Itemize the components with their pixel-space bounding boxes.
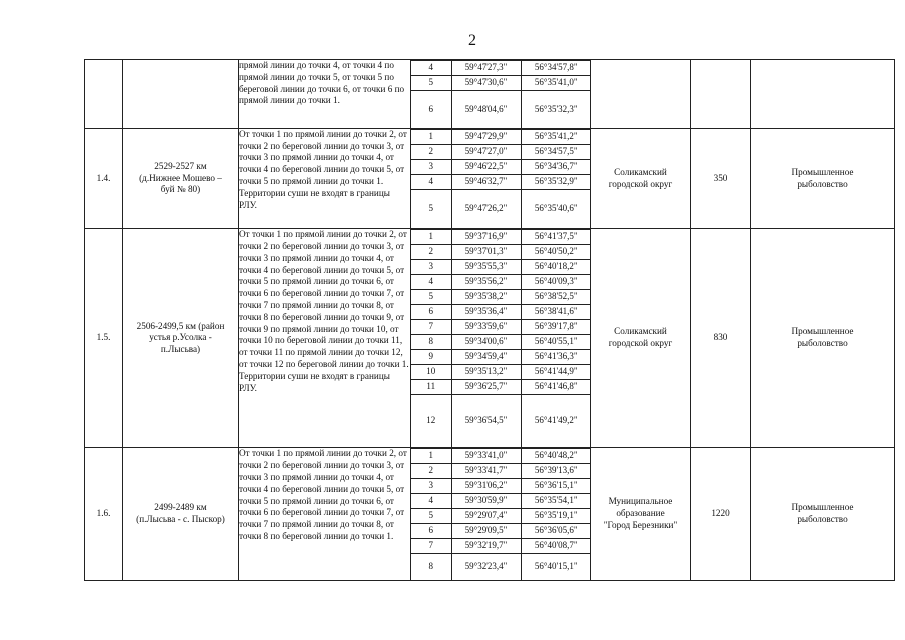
area-name: [123, 128, 239, 228]
latitude: 59°33'41,0": [451, 449, 521, 464]
coordinate-row: [411, 554, 591, 580]
usage-type-line: рыболовство: [797, 338, 848, 349]
coordinates-cell: [411, 128, 591, 228]
coordinates-table: [411, 129, 591, 228]
municipality-line: "Город Березники": [603, 519, 678, 530]
area-name-line: устья р.Усолка -: [149, 332, 212, 343]
latitude: 59°34'00,6": [451, 335, 521, 350]
latitude: 59°32'23,4": [451, 554, 521, 580]
area-name-line: 2529-2527 км: [154, 160, 207, 171]
latitude: 59°33'41,7": [451, 464, 521, 479]
latitude: 59°34'59,4": [451, 350, 521, 365]
longitude: 56°40'09,3": [521, 275, 591, 290]
longitude: 56°40'48,2": [521, 449, 591, 464]
point-number: 8: [411, 554, 451, 580]
point-number: 3: [411, 260, 451, 275]
point-number: 7: [411, 539, 451, 554]
point-number: 11: [411, 380, 451, 395]
longitude: 56°38'41,6": [521, 305, 591, 320]
point-number: 2: [411, 245, 451, 260]
coordinate-row: [411, 464, 591, 479]
latitude: 59°35'56,2": [451, 275, 521, 290]
latitude: 59°35'38,2": [451, 290, 521, 305]
municipality: [591, 60, 691, 129]
longitude: 56°35'19,1": [521, 509, 591, 524]
latitude: 59°46'22,5": [451, 159, 521, 174]
area-name-line: 2506-2499,5 км (район: [136, 320, 225, 331]
longitude: 56°40'15,1": [521, 554, 591, 580]
usage-type: [751, 60, 895, 129]
point-number: 3: [411, 479, 451, 494]
longitude: 56°36'15,1": [521, 479, 591, 494]
usage-type-line: Промышленное: [791, 166, 854, 177]
point-number: 4: [411, 61, 451, 76]
coordinates-table: [411, 448, 591, 579]
boundary-description: прямой линии до точки 4, от точки 4 по прямой линии до точки 5, от точки 5 по береговой линии до точки 6, от точки 6 по прямой линии до точки 1.: [239, 60, 411, 129]
usage-type-line: Промышленное: [791, 326, 854, 337]
area-hectares: [691, 60, 751, 129]
longitude: 56°36'05,6": [521, 524, 591, 539]
coordinate-row: [411, 260, 591, 275]
longitude: 56°39'13,6": [521, 464, 591, 479]
latitude: 59°47'27,0": [451, 144, 521, 159]
coordinate-row: [411, 335, 591, 350]
usage-type-line: рыболовство: [797, 178, 848, 189]
coordinate-row: [411, 305, 591, 320]
latitude: 59°47'27,3": [451, 61, 521, 76]
latitude: 59°32'19,7": [451, 539, 521, 554]
area-row: [85, 229, 895, 448]
latitude: 59°35'13,2": [451, 365, 521, 380]
longitude: 56°40'18,2": [521, 260, 591, 275]
longitude: 56°38'52,5": [521, 290, 591, 305]
fishing-areas-table: [84, 59, 895, 581]
usage-type: [751, 128, 895, 228]
page-number: 2: [468, 32, 476, 49]
coordinate-row: [411, 129, 591, 144]
latitude: 59°30'59,9": [451, 494, 521, 509]
area-row: [85, 128, 895, 228]
longitude: 56°34'57,5": [521, 144, 591, 159]
latitude: 59°35'55,3": [451, 260, 521, 275]
area-name: [123, 229, 239, 448]
usage-type: [751, 229, 895, 448]
latitude: 59°47'26,2": [451, 189, 521, 228]
boundary-description: От точки 1 по прямой линии до точки 2, от точки 2 по береговой линии до точки 3, от точки 3 по прямой линии до точки 4, от точки 4 по береговой линии до точки 5, от точки 5 по прямой линии до точки 6, от точки 6 по береговой линии до точки 7, от точки 7 по прямой линии до точки 8, от точки 8 по береговой линии до точки 9, от точки 9 по прямой линии до точки 10, от точки 10 по береговой линии до точки 11, от точки 11 по прямой линии до точки 12, от точки 12 по береговой линии до точки 1. Территории суши не входят в границы РЛУ.: [239, 229, 411, 448]
area-hectares: 1220: [691, 448, 751, 580]
longitude: 56°40'50,2": [521, 245, 591, 260]
area-hectares: 830: [691, 229, 751, 448]
longitude: 56°34'57,8": [521, 61, 591, 76]
municipality-line: Соликамский: [614, 166, 667, 177]
coordinates-cell: [411, 60, 591, 129]
coordinate-row: [411, 479, 591, 494]
area-name-line: п.Лысьва): [160, 344, 201, 355]
coordinate-row: [411, 230, 591, 245]
point-number: 2: [411, 144, 451, 159]
point-number: 4: [411, 275, 451, 290]
latitude: 59°48'04,6": [451, 91, 521, 128]
coordinate-row: [411, 290, 591, 305]
point-number: 12: [411, 395, 451, 448]
point-number: 5: [411, 509, 451, 524]
latitude: 59°33'59,6": [451, 320, 521, 335]
area-hectares: 350: [691, 128, 751, 228]
point-number: 5: [411, 189, 451, 228]
coordinate-row: [411, 380, 591, 395]
latitude: 59°47'30,6": [451, 76, 521, 91]
longitude: 56°35'41,0": [521, 76, 591, 91]
coordinate-row: [411, 509, 591, 524]
row-number: 1.6.: [85, 448, 123, 580]
longitude: 56°35'32,9": [521, 174, 591, 189]
area-name-line: (д.Нижнее Мошево –: [139, 172, 222, 183]
longitude: 56°41'37,5": [521, 230, 591, 245]
area-name: [123, 60, 239, 129]
latitude: 59°31'06,2": [451, 479, 521, 494]
coordinate-row: [411, 159, 591, 174]
municipality: [591, 448, 691, 580]
coordinates-cell: [411, 229, 591, 448]
point-number: 5: [411, 290, 451, 305]
coordinate-row: [411, 395, 591, 448]
coordinate-row: [411, 275, 591, 290]
latitude: 59°46'32,7": [451, 174, 521, 189]
boundary-description: От точки 1 по прямой линии до точки 2, от точки 2 по береговой линии до точки 3, от точки 3 по прямой линии до точки 4, от точки 4 по береговой линии до точки 5, от точки 5 по прямой линии до точки 6, от точки 6 по береговой линии до точки 7, от точки 7 по прямой линии до точки 8, от точки 8 по береговой линии до точки 1.: [239, 448, 411, 580]
latitude: 59°29'07,4": [451, 509, 521, 524]
coordinate-row: [411, 144, 591, 159]
municipality-line: образование: [616, 508, 665, 519]
coordinate-row: [411, 494, 591, 509]
point-number: 4: [411, 174, 451, 189]
longitude: 56°35'41,2": [521, 129, 591, 144]
municipality-line: городской округ: [608, 178, 673, 189]
point-number: 1: [411, 230, 451, 245]
row-number: 1.5.: [85, 229, 123, 448]
area-name-line: 2499-2489 км: [154, 502, 207, 513]
point-number: 6: [411, 305, 451, 320]
longitude: 56°35'40,6": [521, 189, 591, 228]
boundary-description: От точки 1 по прямой линии до точки 2, от точки 2 по береговой линии до точки 3, от точки 3 по прямой линии до точки 4, от точки 4 по береговой линии до точки 5, от точки 5 по прямой линии до точки 1. Территории суши не входят в границы РЛУ.: [239, 128, 411, 228]
coordinate-row: [411, 365, 591, 380]
point-number: 2: [411, 464, 451, 479]
usage-type-line: Промышленное: [791, 502, 854, 513]
point-number: 4: [411, 494, 451, 509]
municipality: [591, 229, 691, 448]
municipality-line: городской округ: [608, 338, 673, 349]
coordinates-cell: [411, 448, 591, 580]
coordinate-row: [411, 524, 591, 539]
coordinate-row: [411, 245, 591, 260]
longitude: 56°41'36,3": [521, 350, 591, 365]
coordinate-row: [411, 76, 591, 91]
longitude: 56°41'44,9": [521, 365, 591, 380]
coordinate-row: [411, 350, 591, 365]
usage-type: [751, 448, 895, 580]
coordinate-row: [411, 61, 591, 76]
area-row: [85, 448, 895, 580]
coordinate-row: [411, 189, 591, 228]
municipality-line: Муниципальное: [608, 496, 673, 507]
point-number: 5: [411, 76, 451, 91]
point-number: 1: [411, 129, 451, 144]
point-number: 9: [411, 350, 451, 365]
coordinates-table: [411, 229, 591, 447]
latitude: 59°36'25,7": [451, 380, 521, 395]
point-number: 1: [411, 449, 451, 464]
longitude: 56°39'17,8": [521, 320, 591, 335]
longitude: 56°40'55,1": [521, 335, 591, 350]
area-row: [85, 60, 895, 129]
point-number: 6: [411, 91, 451, 128]
longitude: 56°40'08,7": [521, 539, 591, 554]
coordinate-row: [411, 91, 591, 128]
longitude: 56°41'49,2": [521, 395, 591, 448]
latitude: 59°35'36,4": [451, 305, 521, 320]
usage-type-line: рыболовство: [797, 514, 848, 525]
longitude: 56°34'36,7": [521, 159, 591, 174]
area-name-line: (п.Лысьва - с. Пыскор): [136, 514, 225, 525]
municipality: [591, 128, 691, 228]
coordinates-table: [411, 60, 591, 128]
latitude: 59°37'01,3": [451, 245, 521, 260]
latitude: 59°37'16,9": [451, 230, 521, 245]
point-number: 8: [411, 335, 451, 350]
latitude: 59°29'09,5": [451, 524, 521, 539]
point-number: 10: [411, 365, 451, 380]
point-number: 7: [411, 320, 451, 335]
area-name-line: буй № 80): [160, 184, 201, 195]
latitude: 59°36'54,5": [451, 395, 521, 448]
longitude: 56°35'32,3": [521, 91, 591, 128]
coordinate-row: [411, 320, 591, 335]
row-number: 1.4.: [85, 128, 123, 228]
point-number: 6: [411, 524, 451, 539]
row-number: [85, 60, 123, 129]
area-name: [123, 448, 239, 580]
longitude: 56°41'46,8": [521, 380, 591, 395]
latitude: 59°47'29,9": [451, 129, 521, 144]
longitude: 56°35'54,1": [521, 494, 591, 509]
coordinate-row: [411, 539, 591, 554]
municipality-line: Соликамский: [614, 326, 667, 337]
coordinate-row: [411, 174, 591, 189]
coordinate-row: [411, 449, 591, 464]
point-number: 3: [411, 159, 451, 174]
